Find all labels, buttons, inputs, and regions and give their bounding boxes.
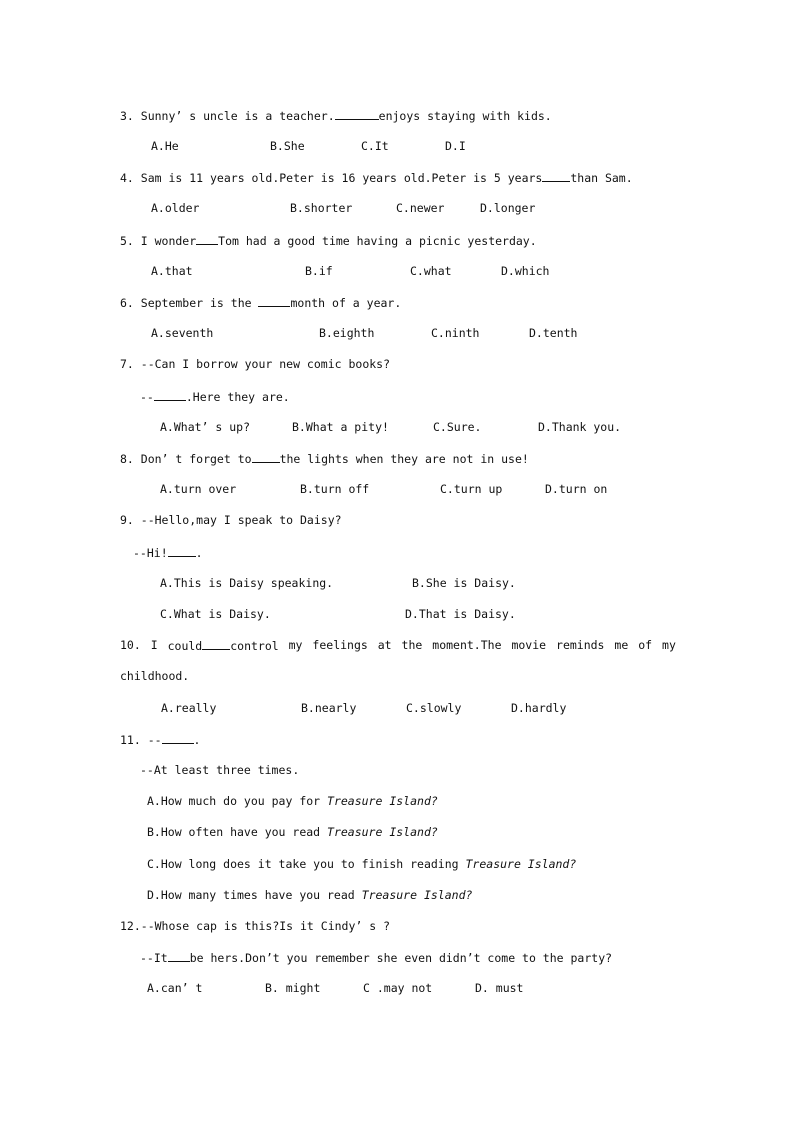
- question-9-stem: 9. --Hello,may I speak to Daisy?: [120, 513, 342, 527]
- q5-option-a: A.that: [151, 264, 193, 278]
- question-11-reply: --At least three times.: [140, 763, 300, 777]
- q3-option-c: C.It: [361, 139, 389, 153]
- question-7-reply: -- .Here they are.: [140, 390, 290, 404]
- question-12-stem: 12.--Whose cap is this?Is it Cindy’ s ?: [120, 919, 391, 933]
- answer-blank: [168, 949, 190, 962]
- q9-option-b: B.She is Daisy.: [412, 576, 516, 590]
- q9-option-d: D.That is Daisy.: [405, 607, 516, 621]
- answer-blank: [168, 544, 196, 557]
- answer-blank: [252, 450, 280, 463]
- question-7-stem: 7. --Can I borrow your new comic books?: [120, 357, 391, 371]
- q5-option-c: C.what: [410, 264, 452, 278]
- q11-option-b: B.How often have you read Treasure Island?: [147, 825, 438, 839]
- question-8-stem: 8. Don’ t forget to the lights when they are not in use!: [120, 452, 529, 466]
- q4-option-c: C.newer: [396, 201, 445, 215]
- q11-option-c: C.How long does it take you to finish reading Treasure Island?: [147, 857, 577, 871]
- q3-option-b: B.She: [270, 139, 305, 153]
- q6-option-d: D.tenth: [529, 326, 578, 340]
- answer-blank: [258, 294, 290, 307]
- q6-option-a: A.seventh: [151, 326, 214, 340]
- q9-option-c: C.What is Daisy.: [160, 607, 271, 621]
- q5-option-d: D.which: [501, 264, 550, 278]
- q4-option-d: D.longer: [480, 201, 536, 215]
- q8-option-a: A.turn over: [160, 482, 237, 496]
- q12-option-c: C .may not: [363, 981, 433, 995]
- q12-option-d: D. must: [475, 981, 524, 995]
- answer-blank: [335, 107, 379, 120]
- q10-option-b: B.nearly: [301, 701, 357, 715]
- question-11-stem: 11. -- .: [120, 733, 201, 747]
- q7-option-c: C.Sure.: [433, 420, 482, 434]
- answer-blank: [154, 388, 186, 401]
- q7-option-a: A.What’ s up?: [160, 420, 251, 434]
- q12-option-b: B. might: [265, 981, 321, 995]
- answer-blank: [196, 232, 218, 245]
- question-4-stem: 4. Sam is 11 years old.Peter is 16 years old.Peter is 5 years than Sam.: [120, 171, 633, 185]
- q6-option-c: C.ninth: [431, 326, 480, 340]
- q10-option-a: A.really: [161, 701, 217, 715]
- question-6-stem: 6. September is the month of a year.: [120, 296, 402, 310]
- q6-option-b: B.eighth: [319, 326, 375, 340]
- q4-option-b: B.shorter: [290, 201, 353, 215]
- q11-option-a: A.How much do you pay for Treasure Island?: [147, 794, 438, 808]
- q10-option-c: C.slowly: [406, 701, 462, 715]
- question-9-reply: --Hi! .: [133, 546, 203, 560]
- q12-option-a: A.can’ t: [147, 981, 203, 995]
- q11-option-d: D.How many times have you read Treasure Island?: [147, 888, 473, 902]
- q10-option-d: D.hardly: [511, 701, 567, 715]
- q3-option-a: A.He: [151, 139, 179, 153]
- answer-blank: [542, 169, 570, 182]
- q7-option-d: D.Thank you.: [538, 420, 622, 434]
- q7-option-b: B.What a pity!: [292, 420, 389, 434]
- q4-option-a: A.older: [151, 201, 200, 215]
- question-5-stem: 5. I wonder Tom had a good time having a picnic yesterday.: [120, 234, 537, 248]
- q3-option-d: D.I: [445, 139, 466, 153]
- q8-option-d: D.turn on: [545, 482, 608, 496]
- question-10-stem-continued: childhood.: [120, 669, 190, 683]
- question-3-stem: 3. Sunny’ s uncle is a teacher. enjoys staying with kids.: [120, 109, 552, 123]
- q5-option-b: B.if: [305, 264, 333, 278]
- q8-option-c: C.turn up: [440, 482, 503, 496]
- q9-option-a: A.This is Daisy speaking.: [160, 576, 334, 590]
- question-12-reply: --It be hers.Don’t you remember she even didn’t come to the party?: [140, 951, 613, 965]
- question-10-stem: 10. I could control my feelings at the moment.The movie reminds me of my: [120, 638, 676, 653]
- q8-option-b: B.turn off: [300, 482, 370, 496]
- answer-blank: [162, 731, 194, 744]
- answer-blank: [202, 637, 230, 650]
